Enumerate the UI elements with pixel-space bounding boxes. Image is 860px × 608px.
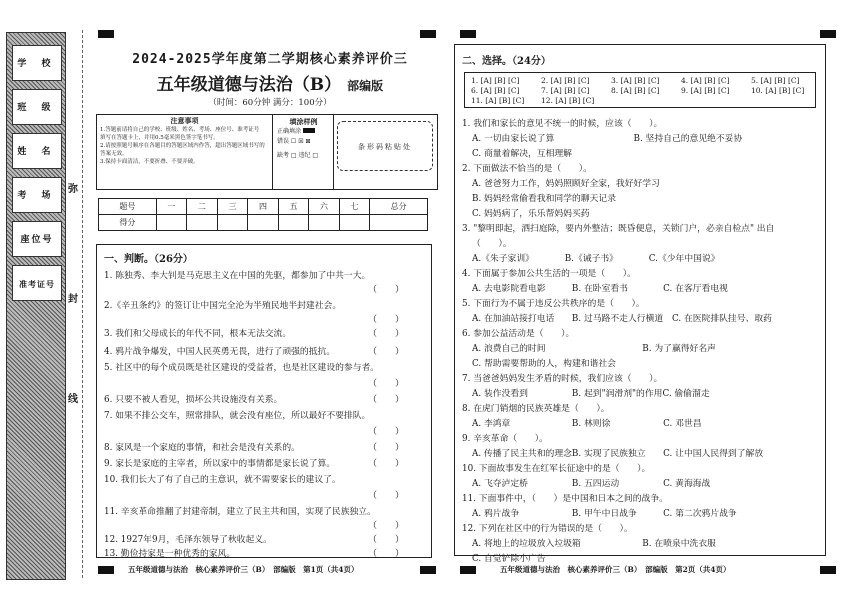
answer-option-8[interactable]: 8. [A] [B] [C] xyxy=(611,86,660,95)
score-header: 六 xyxy=(309,199,340,215)
judge-question-2: 2.《辛丑条约》的签订让中国完全沦为半殖民地半封建社会。 xyxy=(104,301,342,311)
notice-title: 注意事项 xyxy=(170,116,199,125)
choice-line: 9. 辛亥革命（ ）。 xyxy=(462,434,548,444)
class-field[interactable]: 班 级 xyxy=(12,89,62,125)
answer-option-11[interactable]: 11. [A] [B] [C] xyxy=(471,96,525,105)
judge-question-10: 10. 我们长大了有了自己的主意识，就不需要家长的建议了。 xyxy=(104,475,341,485)
choice-line: C. 自觉铲除小广告 xyxy=(472,554,546,564)
answer-paren[interactable]: （ ） xyxy=(368,315,405,325)
choice-line: 8. 在虎门销烟的民族英雄是（ ）。 xyxy=(462,404,610,414)
choice-line: 4. 下面属于参加公共生活的一项是（ ）。 xyxy=(462,269,636,279)
answer-paren[interactable]: （ ） xyxy=(368,535,405,545)
score-cell[interactable] xyxy=(339,215,370,231)
score-cell[interactable] xyxy=(156,215,187,231)
judge-question-12: 12. 1927年9月，毛泽东领导了秋收起义。 xyxy=(104,535,272,545)
score-row-label: 得分 xyxy=(99,215,157,231)
seal-char-xian: 线 xyxy=(68,394,78,405)
choice-line: C. 帮助需要帮助的人，构建和谐社会 xyxy=(472,359,616,369)
judge-question-9: 9. 家长是家庭的主宰者，所以家中的事情都是家长说了算。 xyxy=(104,459,336,469)
fill-example-title: 填涂样例 xyxy=(289,117,318,126)
answer-option-5[interactable]: 5. [A] [B] [C] xyxy=(751,76,800,85)
notice-box xyxy=(96,114,438,190)
choice-line: （ ）。 xyxy=(472,239,512,249)
fill-example xyxy=(274,115,334,189)
score-table xyxy=(98,198,428,231)
judge-question-13: 13. 勤俭持家是一种优秀的家风。 xyxy=(104,549,236,559)
score-cell[interactable] xyxy=(217,215,248,231)
answer-paren[interactable]: （ ） xyxy=(368,549,405,559)
choice-line: A. 浪费自己的时间 B. 为了赢得好名声 xyxy=(472,344,716,354)
score-cell[interactable] xyxy=(309,215,340,231)
notice-item: 填写在答题卡上，并用0.5毫米黑色签字笔书写。 xyxy=(100,135,219,141)
seal-char-feng: 封 xyxy=(68,294,78,305)
score-header: 一 xyxy=(156,199,187,215)
registration-mark xyxy=(820,30,836,38)
notice-instructions xyxy=(97,115,273,189)
choice-line: A.《朱子家训》 B.《诫子书》 C.《少年中国说》 xyxy=(472,254,720,264)
subject-name: 五年级道德与法治（B） xyxy=(156,75,342,95)
registration-mark xyxy=(420,30,436,38)
seat-number-field[interactable]: 座位号 xyxy=(12,221,62,257)
choice-line: 1. 我们和家长的意见不统一的时候，应该（ ）。 xyxy=(462,119,663,129)
choice-line: A. 传播了民主共和的理念B. 实现了民族独立 C. 让中国人民得到了解放 xyxy=(472,449,764,459)
subject-title xyxy=(100,70,440,95)
seal-char-mi: 弥 xyxy=(68,184,78,195)
choice-line: 2. 下面做法不恰当的是（ ）。 xyxy=(462,164,592,174)
choice-line: A. 在加油站接打电话 B. 过马路不走人行横道 C. 在医院排队挂号、取药 xyxy=(472,314,772,324)
judge-question-11: 11. 辛亥革命推翻了封建帝制，建立了民主共和国，实现了民族独立。 xyxy=(104,507,376,517)
answer-option-6[interactable]: 6. [A] [B] [C] xyxy=(471,86,520,95)
answer-option-7[interactable]: 7. [A] [B] [C] xyxy=(541,86,590,95)
notice-item: 3.保持卡面清洁，不要折叠、不要弄破。 xyxy=(100,159,199,165)
exam-title: 2024-2025学年度第二学期核心素养评价三 xyxy=(132,52,408,67)
judge-question-6: 6. 只要不被人看见，损坏公共设施没有关系。 xyxy=(104,395,283,405)
answer-paren[interactable]: （ ） xyxy=(368,379,405,389)
registration-mark xyxy=(98,30,114,38)
choice-line: 6. 参加公益活动是（ ）。 xyxy=(462,329,575,339)
school-field[interactable]: 学 校 xyxy=(12,45,62,81)
score-cell[interactable] xyxy=(278,215,309,231)
choice-line: 12. 下列在社区中的行为错误的是（ ）。 xyxy=(462,524,633,534)
edition-label: 部编版 xyxy=(347,79,384,93)
answer-paren[interactable]: （ ） xyxy=(368,521,405,531)
score-cell[interactable] xyxy=(248,215,279,231)
barcode-area: 条形码粘贴处 xyxy=(337,121,433,171)
answer-paren[interactable]: （ ） xyxy=(368,347,405,357)
judge-question-5: 5. 社区中的每个成员既是社区建设的受益者，也是社区建设的参与者。 xyxy=(104,363,380,373)
seal-dashed-line xyxy=(82,30,83,578)
registration-mark xyxy=(420,566,436,574)
fill-wrong: 错误 ☐ ☒ ⊠ xyxy=(277,138,311,145)
score-header: 题号 xyxy=(99,199,157,215)
answer-option-12[interactable]: 12. [A] [B] [C] xyxy=(541,96,595,105)
answer-paren[interactable]: （ ） xyxy=(368,491,405,501)
choice-line: 7. 当爸爸妈妈发生矛盾的时候，我们应该（ ）。 xyxy=(462,374,663,384)
score-header: 总分 xyxy=(370,199,428,215)
answer-option-1[interactable]: 1. [A] [B] [C] xyxy=(471,76,520,85)
notice-item: 2.请按照题号顺序在各题目的答题区域内作答，超出答题区域书写的答案无效。 xyxy=(100,143,265,157)
choice-line: A. 李鸿章 B. 林则徐 C. 邓世昌 xyxy=(472,419,702,429)
choice-line: A. 爸爸努力工作，妈妈照顾好全家，我好好学习 xyxy=(472,179,660,189)
choice-line: A. 装作没看到 B. 起到"润滑剂"的作用C. 偷偷溜走 xyxy=(472,389,710,399)
choice-line: A. 去电影院看电影 B. 在卧室看书 C. 在客厅看电视 xyxy=(472,284,728,294)
admission-number-field[interactable]: 准考证号 xyxy=(12,265,62,301)
registration-mark xyxy=(460,30,476,38)
score-header: 二 xyxy=(187,199,218,215)
score-header: 七 xyxy=(339,199,370,215)
answer-paren[interactable]: （ ） xyxy=(368,329,405,339)
answer-option-2[interactable]: 2. [A] [B] [C] xyxy=(541,76,590,85)
time-info: （时间：60分钟 满分：100分） xyxy=(208,98,332,108)
registration-mark xyxy=(98,566,114,574)
choice-line: C. 妈妈病了，乐乐帮妈妈买药 xyxy=(472,209,590,219)
fill-correct: 正确填涂 xyxy=(277,127,330,137)
choice-line: 3. "黎明即起，洒扫庭除，要内外整洁；既昏便息，关锁门户，必亲自检点" 出自 xyxy=(462,224,775,234)
score-header-row xyxy=(99,199,428,215)
choice-line: A. 飞夺泸定桥 B. 五四运动 C. 黄海海战 xyxy=(472,479,711,489)
judge-question-3: 3. 我们和父母成长的年代不同，根本无法交流。 xyxy=(104,329,292,339)
choice-line: A. 将地上的垃圾放入垃圾箱 B. 在喷泉中洗衣服 xyxy=(472,539,716,549)
name-field[interactable]: 姓 名 xyxy=(12,133,62,169)
judge-question-1: 1. 陈独秀、李大钊是马克思主义在中国的先驱，都参加了中共一大。 xyxy=(104,271,371,281)
answer-paren[interactable]: （ ） xyxy=(368,427,405,437)
exam-room-field[interactable]: 考 场 xyxy=(12,177,62,213)
answer-option-4[interactable]: 4. [A] [B] [C] xyxy=(681,76,730,85)
judge-question-4: 4. 鸦片战争爆发，中国人民英勇无畏，进行了顽强的抵抗。 xyxy=(104,347,336,357)
section2-title: 二、选择。（24分） xyxy=(462,56,551,67)
score-row xyxy=(99,215,428,231)
choice-line: B. 妈妈经常偷看我和同学的聊天记录 xyxy=(472,194,617,204)
section1-title: 一、判断。（26分） xyxy=(104,254,193,265)
score-header: 五 xyxy=(278,199,309,215)
score-cell[interactable] xyxy=(187,215,218,231)
registration-mark xyxy=(460,566,476,574)
footer-left: 五年级道德与法治 核心素养评价三（B） 部编版 第1页（共4页） xyxy=(128,565,359,574)
choice-line: 5. 下面行为不属于违反公共秩序的是（ ）。 xyxy=(462,299,645,309)
choice-line: A. 鸦片战争 B. 甲午中日战争 C. 第二次鸦片战争 xyxy=(472,509,737,519)
answer-paren[interactable]: （ ） xyxy=(368,459,405,469)
footer-right: 五年级道德与法治 核心素养评价三（B） 部编版 第2页（共4页） xyxy=(500,565,731,574)
score-header: 四 xyxy=(248,199,279,215)
answer-paren[interactable]: （ ） xyxy=(368,395,405,405)
answer-paren[interactable]: （ ） xyxy=(368,285,405,295)
absent-row[interactable]: 缺考 □ 违纪 □ xyxy=(277,152,319,159)
choice-line: 11. 下面事件中，（ ）是中国和日本之间的战争。 xyxy=(462,494,668,504)
judge-question-7: 7. 如果不排公交车，照常排队，就会没有座位，所以最好不要排队。 xyxy=(104,411,371,421)
score-header: 三 xyxy=(217,199,248,215)
binding-strip xyxy=(6,32,66,580)
choice-line: C. 商量着解决，互相理解 xyxy=(472,149,572,159)
choice-line: 10. 下面故事发生在红军长征途中的是（ ）。 xyxy=(462,464,651,474)
answer-grid xyxy=(464,72,816,108)
answer-paren[interactable]: （ ） xyxy=(368,443,405,453)
answer-option-9[interactable]: 9. [A] [B] [C] xyxy=(681,86,730,95)
notice-item: 1.答题前请将自己的学校、班级、姓名、考场、座位号、准考证号 xyxy=(100,127,260,133)
answer-option-3[interactable]: 3. [A] [B] [C] xyxy=(611,76,660,85)
score-cell[interactable] xyxy=(370,215,428,231)
registration-mark xyxy=(820,566,836,574)
choice-line: A. 一切由家长说了算 B. 坚持自己的意见绝不妥协 xyxy=(472,134,743,144)
answer-option-10[interactable]: 10. [A] [B] [C] xyxy=(751,86,805,95)
judge-question-8: 8. 家风是一个家庭的事情，和社会是没有关系的。 xyxy=(104,443,300,453)
